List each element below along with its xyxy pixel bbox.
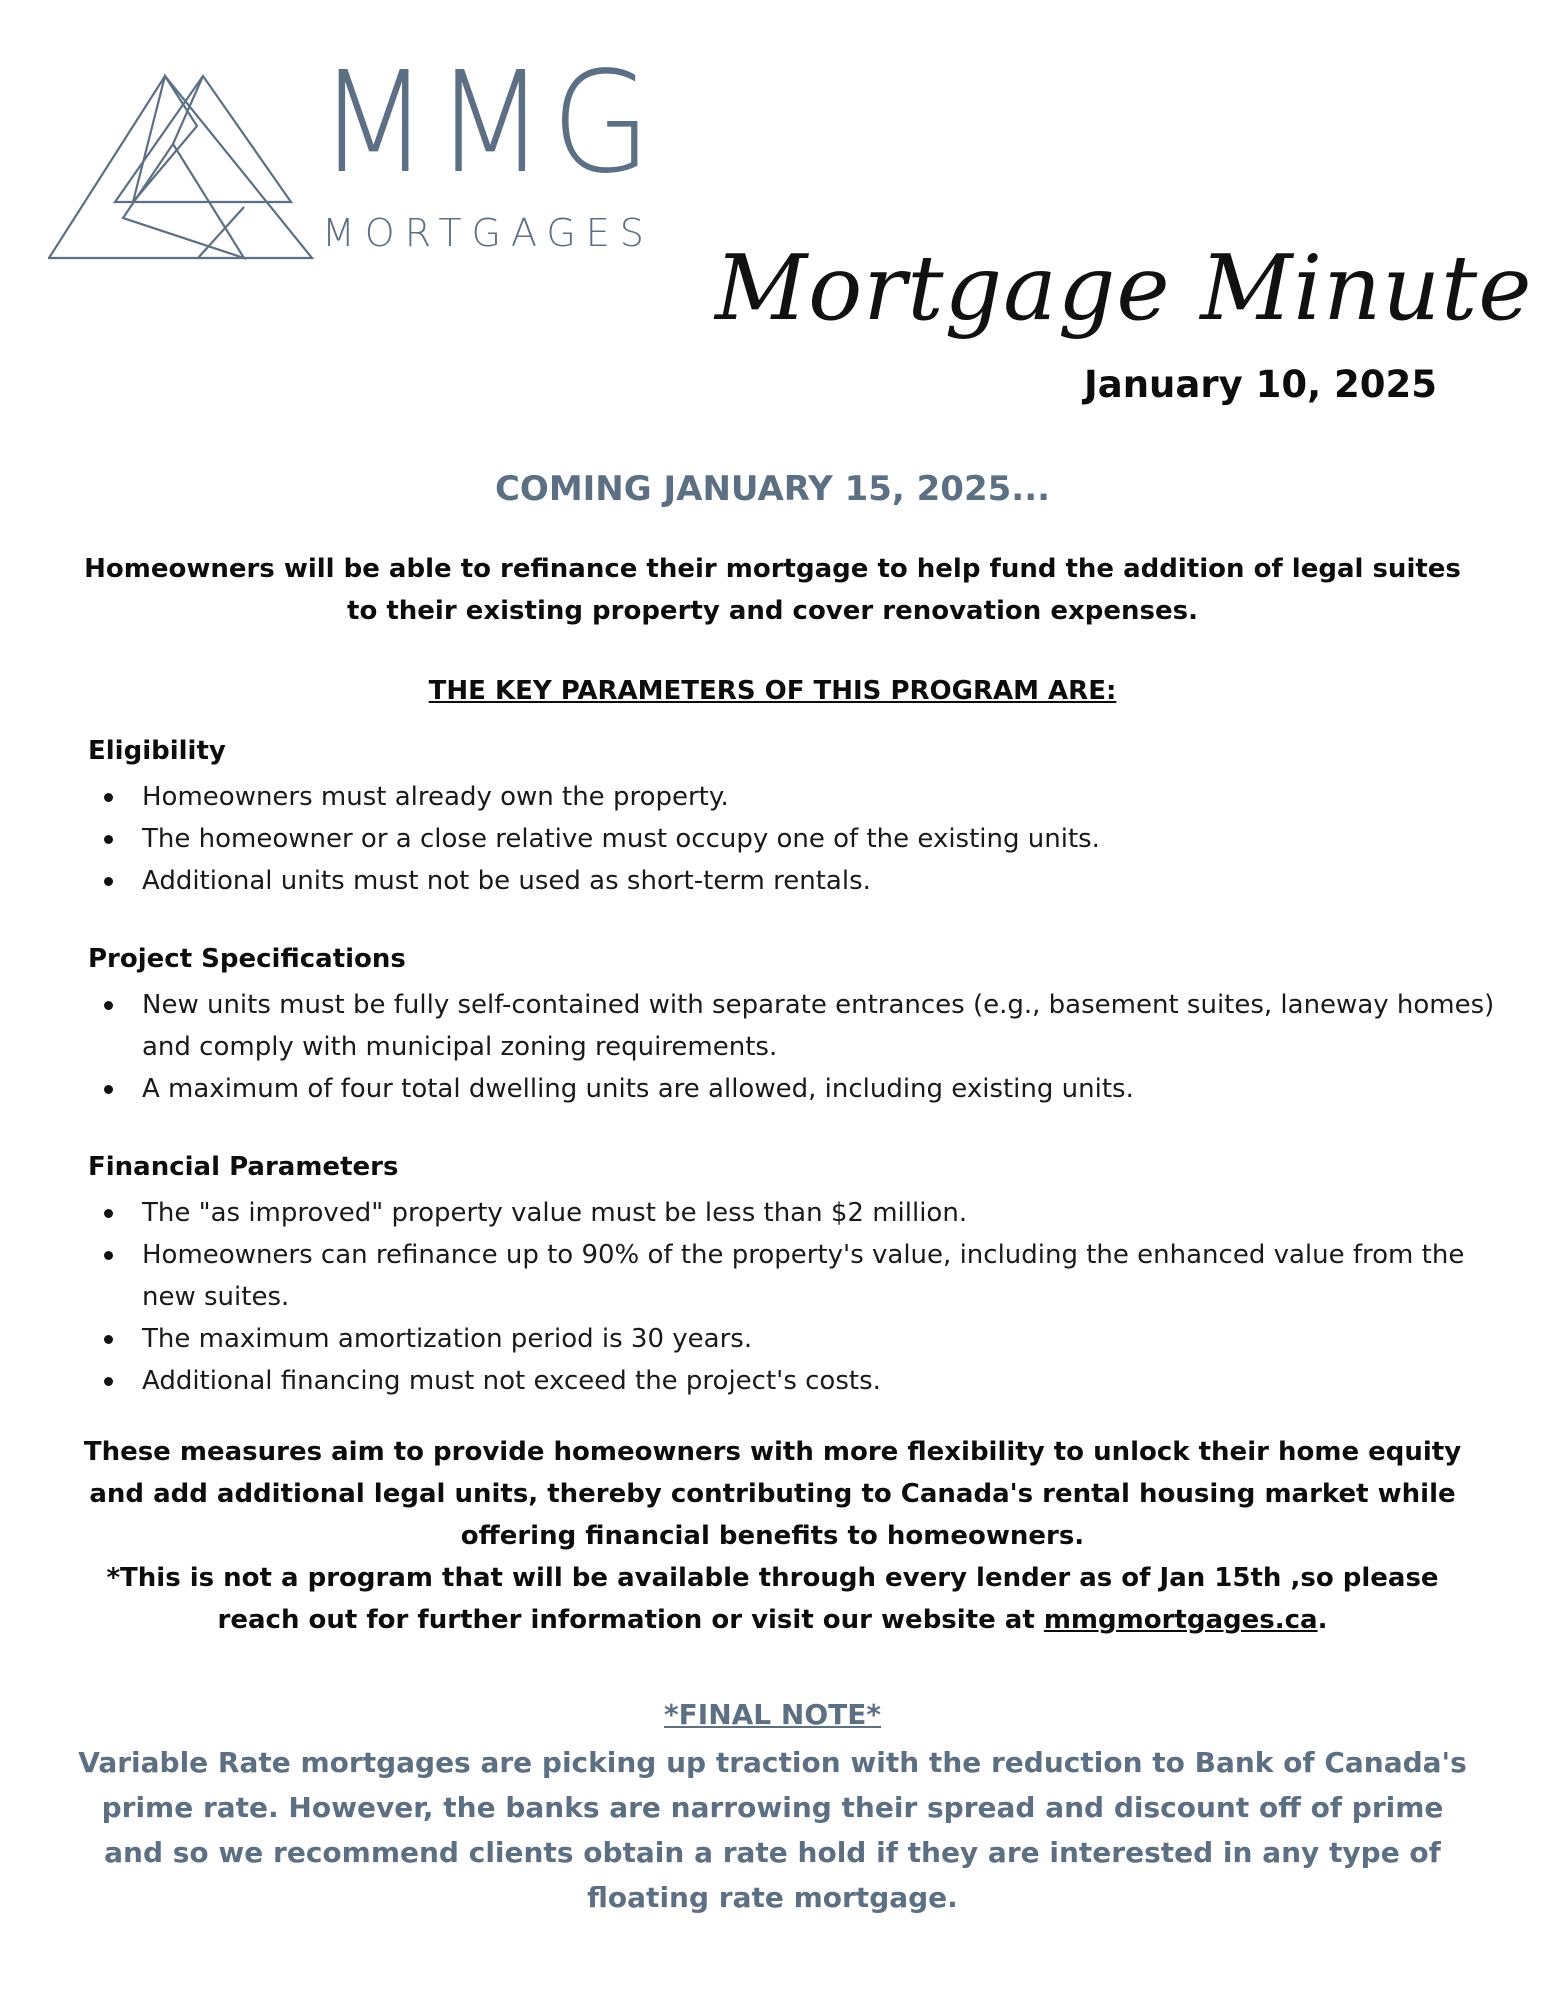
section-title-financial-parameters: Financial Parameters: [88, 1152, 399, 1182]
list-item: Additional financing must not exceed the project's costs.: [138, 1360, 1518, 1402]
closing-paragraph: These measures aim to provide homeowners with more flexibility to unlock their home equity and add additional legal units, thereby contributing to Canada's rental housing market while offering financial benefits to homeowners.: [83, 1437, 1462, 1551]
list-item: The maximum amortization period is 30 years.: [138, 1318, 1518, 1360]
list-item: A maximum of four total dwelling units are allowed, including existing units.: [138, 1068, 1518, 1110]
newsletter-date: January 10, 2025: [1083, 363, 1437, 406]
closing-note: [70, 1557, 1475, 1641]
logo-brand-text: MMG: [318, 42, 657, 205]
eligibility-list: [88, 776, 1518, 902]
closing-note-text: *This is not a program that will be available through every lender as of Jan 15th ,so please reach out for further information or visit our website at: [106, 1563, 1439, 1635]
announcement-lead: Homeowners will be able to refinance their mortgage to help fund the addition of legal suites to their existing property and cover renovation expenses.: [84, 554, 1461, 626]
final-note-title: *FINAL NOTE*: [664, 1698, 881, 1731]
list-item: New units must be fully self-contained with separate entrances (e.g., basement suites, laneway homes) and comply with municipal zoning requirements.: [138, 984, 1518, 1068]
key-parameters-heading: THE KEY PARAMETERS OF THIS PROGRAM ARE:: [428, 676, 1117, 706]
list-item: Homeowners can refinance up to 90% of the property's value, including the enhanced value from the new suites.: [138, 1234, 1518, 1318]
company-logo: [48, 42, 668, 272]
project-specifications-list: [88, 984, 1518, 1110]
closing-block: [70, 1431, 1475, 1641]
announcement-heading: COMING JANUARY 15, 2025...: [494, 469, 1051, 509]
closing-note-suffix: .: [1317, 1605, 1328, 1635]
list-item: Additional units must not be used as short-term rentals.: [138, 860, 1518, 902]
section-title-project-specifications: Project Specifications: [88, 944, 406, 974]
final-note-body: Variable Rate mortgages are picking up traction with the reduction to Bank of Canada's prime rate. However, the banks are narrowing their spread and discount off of prime and so we recommend clients obtain a rate hold if they are interested in any type of floating rate mortgage.: [78, 1746, 1467, 1914]
list-item: The "as improved" property value must be less than $2 million.: [138, 1192, 1518, 1234]
list-item: The homeowner or a close relative must occupy one of the existing units.: [138, 818, 1518, 860]
triangles-logo-icon: [48, 62, 318, 262]
financial-parameters-list: [88, 1192, 1518, 1402]
logo-subbrand-text: MORTGAGES: [322, 211, 654, 255]
website-link[interactable]: mmgmortgages.ca: [1043, 1605, 1318, 1635]
list-item: Homeowners must already own the property.: [138, 776, 1518, 818]
section-title-eligibility: Eligibility: [88, 736, 226, 766]
newsletter-title: Mortgage Minute: [715, 236, 1533, 341]
